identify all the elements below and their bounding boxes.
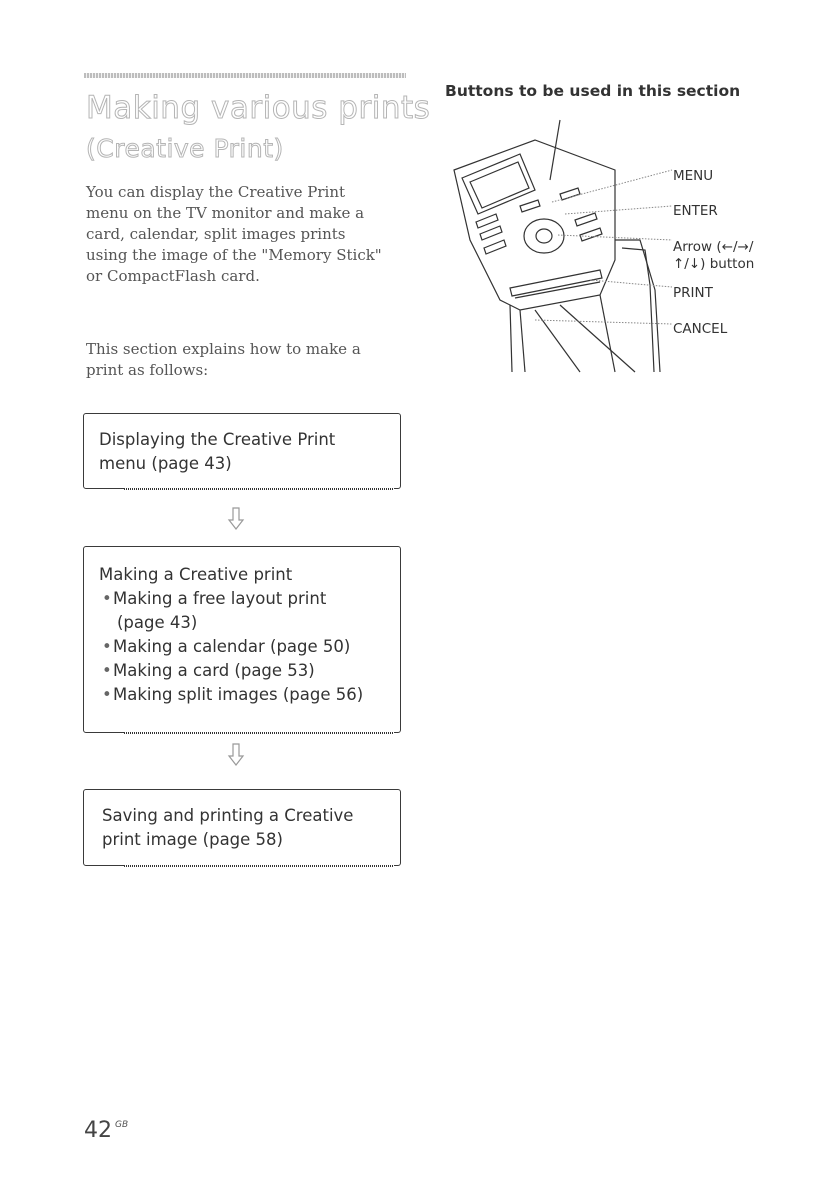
label-enter: ENTER [673, 203, 718, 219]
page-number: 42 $^{GB}$ [84, 1118, 129, 1143]
down-arrow-icon [227, 743, 245, 767]
page-title-line2: (Creative Print) [86, 134, 284, 163]
list-item: • Making a calendar (page 50) [99, 635, 386, 659]
label-print: PRINT [673, 285, 713, 301]
step-box-display-menu [83, 413, 401, 489]
label-menu: MENU [673, 168, 714, 184]
explain-paragraph: This section explains how to make a print as follows: [86, 340, 361, 379]
page-title [86, 88, 430, 169]
step3-text: Saving and printing a Creative print image (page 58) [102, 806, 354, 849]
buttons-section-heading: Buttons to be used in this section [445, 82, 741, 100]
list-item: • Making split images (page 56) [99, 683, 386, 707]
page-title-line1: Making various prints [86, 90, 431, 126]
title-rule [84, 73, 406, 78]
intro-paragraph: You can display the Creative Print menu on the TV monitor and make a card, calendar, split images prints using the image of the "Memory Stick" or CompactFlash card. [86, 183, 382, 285]
step2-title: Making a Creative print [99, 565, 293, 584]
step-box-make-creative [83, 546, 401, 733]
label-arrow: Arrow (←/→/ ↑/↓) button [673, 239, 755, 272]
step1-text: Displaying the Creative Print menu (page 43) [99, 430, 336, 473]
down-arrow-icon [227, 507, 245, 531]
step-box-save-print [83, 789, 401, 866]
step2-list [99, 587, 386, 707]
list-item: • Making a free layout print (page 43) [99, 587, 386, 635]
list-item: • Making a card (page 53) [99, 659, 386, 683]
printer-illustration [440, 110, 690, 375]
page-suffix: GB [115, 1120, 129, 1130]
list-item-continuation: (page 43) [117, 613, 198, 632]
label-cancel: CANCEL [673, 321, 728, 337]
